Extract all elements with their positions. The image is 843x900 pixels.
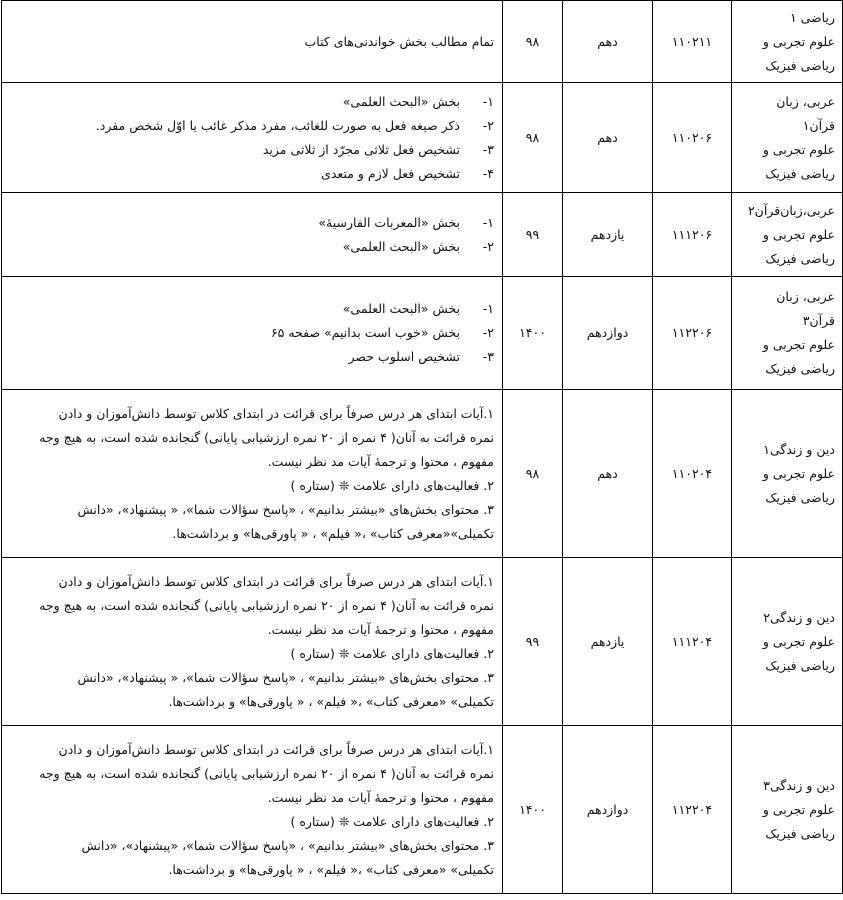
subject-line: علوم تجربی و: [762, 465, 835, 481]
list-item-number: ۴-: [482, 165, 494, 181]
course-code-cell: ۱۱۰۲۰۶: [653, 83, 732, 193]
subject-line: ریاضی فیزیک: [765, 57, 835, 73]
subject-line: ریاضی فیزیک: [765, 361, 835, 376]
list-item-number: ۱-: [482, 214, 494, 230]
excluded-content-cell: [2, 390, 503, 558]
subject-cell: [732, 390, 843, 558]
content-line: مفهوم ، محتوا و ترجمهٔ آیات مد نظر نیست.: [267, 789, 494, 805]
subject-line: عربی،زبان‌قرآن۲: [747, 202, 835, 218]
year-cell: ۹۸: [503, 1, 563, 83]
list-item: [8, 235, 494, 259]
content-line: نمره قرائت به آنان( ۴ نمره از ۲۰ نمره ارزشیابی پایانی) گنجانده شده است، به هیچ وجه: [39, 597, 494, 613]
subject-line: عربی، زبان: [776, 289, 835, 304]
course-code-cell: ۱۱۰۲۱۱: [653, 1, 732, 83]
list-item-number: ۱-: [482, 93, 494, 109]
course-code-cell: ۱۱۲۲۰۴: [653, 726, 732, 894]
year-cell: ۹۹: [503, 193, 563, 277]
content-line: تکمیلی»«معرفی کتاب» ،« فیلم» ، « پاورقی‌ها» و برداشت‌ها.: [172, 525, 494, 541]
content-line: مفهوم ، محتوا و ترجمهٔ آیات مد نظر نیست.: [267, 453, 494, 469]
year-cell: ۹۹: [503, 558, 563, 726]
excluded-content-cell: [2, 83, 503, 193]
list-item-text: بخش «البحث العلمی»: [342, 93, 460, 109]
subject-line: ریاضی ۱: [789, 9, 835, 25]
excluded-content-cell: [2, 277, 503, 390]
grade-cell: دوازدهم: [563, 277, 653, 390]
list-item-text: تشخیص فعل ثلاثی مجرّد از ثلاثی مزید: [262, 141, 460, 157]
subject-cell: [732, 558, 843, 726]
grade-cell: یازدهم: [563, 558, 653, 726]
subject-line: علوم تجربی و: [762, 141, 835, 157]
subject-line: دین و زندگی۲: [763, 609, 835, 625]
subject-line: دین و زندگی۱: [763, 441, 835, 457]
subject-line: علوم تجربی و: [762, 801, 835, 817]
excluded-content-cell: [2, 193, 503, 277]
content-line: ۱.آیات ابتدای هر درس صرفاً برای قرائت در ابتدای کلاس توسط دانش‌آموزان و دادن: [58, 405, 494, 421]
grade-cell: دوازدهم: [563, 726, 653, 894]
list-item-text: تشخیص اسلوب حصر: [348, 349, 460, 364]
subject-line: علوم تجربی و: [762, 337, 835, 352]
subject-cell: [732, 726, 843, 894]
subject-line: قرآن۳: [802, 313, 835, 328]
year-cell: ۹۸: [503, 390, 563, 558]
course-code-cell: ۱۱۰۲۰۴: [653, 390, 732, 558]
list-item-number: ۱-: [482, 301, 494, 316]
list-item: [8, 345, 494, 369]
list-item-number: ۲-: [482, 325, 494, 340]
content-line: تمام مطالب بخش خواندنی‌های کتاب: [304, 33, 494, 49]
content-line: ۳. محتوای بخش‌های «بیشتر بدانیم» ، «پاسخ سؤالات شما»، « پیشنهاد»، «دانش: [77, 501, 494, 517]
grade-cell: دهم: [563, 390, 653, 558]
list-item: [8, 90, 494, 114]
list-item-text: بخش «خوب است بدانیم» صفحه ۶۵: [270, 325, 460, 340]
list-item-text: بخش «البحث العلمی»: [342, 238, 460, 254]
list-item: [8, 114, 494, 138]
list-item-number: ۲-: [482, 238, 494, 254]
table-row: [2, 193, 843, 277]
list-item: [8, 211, 494, 235]
table-row: [2, 726, 843, 894]
content-line: ۲. فعالیت‌های دارای علامت ❊ (ستاره ): [290, 813, 494, 829]
list-item-number: ۳-: [482, 349, 494, 364]
list-item-text: ذکر صیغه فعل به صورت للغائب، مفرد مذکر غائب یا اوّل شخص مفرد.: [95, 117, 460, 133]
content-line: ۲. فعالیت‌های دارای علامت ❊ (ستاره ): [290, 645, 494, 661]
course-code-cell: ۱۱۱۲۰۶: [653, 193, 732, 277]
subject-cell: [732, 1, 843, 83]
table-row: [2, 277, 843, 390]
year-cell: ۱۴۰۰: [503, 726, 563, 894]
content-line: ۱.آیات ابتدای هر درس صرفاً برای قرائت در ابتدای کلاس توسط دانش‌آموزان و دادن: [58, 573, 494, 589]
subject-line: ریاضی فیزیک: [765, 250, 835, 266]
subject-line: ریاضی فیزیک: [765, 165, 835, 181]
content-line: ۱.آیات ابتدای هر درس صرفاً برای قرائت در ابتدای کلاس توسط دانش‌آموزان و دادن: [58, 741, 494, 757]
course-code-cell: ۱۱۱۲۰۴: [653, 558, 732, 726]
list-item: [8, 162, 494, 186]
subject-line: قرآن۱: [802, 117, 835, 133]
subject-line: علوم تجربی و: [762, 226, 835, 242]
table-body: [2, 1, 843, 894]
subject-line: ریاضی فیزیک: [765, 489, 835, 505]
list-item-text: تشخیص فعل لازم و متعدی: [321, 165, 460, 181]
course-code-cell: ۱۱۲۲۰۶: [653, 277, 732, 390]
content-line: تکمیلی» «معرفی کتاب» ،« فیلم» ، « پاورقی‌ها» و برداشت‌ها.: [168, 861, 494, 877]
subject-line: ریاضی فیزیک: [765, 825, 835, 841]
content-line: ۲. فعالیت‌های دارای علامت ❊ (ستاره ): [290, 477, 494, 493]
curriculum-exclusions-table: [1, 0, 843, 894]
table-row: [2, 390, 843, 558]
year-cell: ۱۴۰۰: [503, 277, 563, 390]
excluded-content-cell: [2, 1, 503, 83]
content-line: ۳. محتوای بخش‌های «بیشتر بدانیم» ، «پاسخ سؤالات شما»، «پیشنهاد»، «دانش: [81, 837, 494, 853]
subject-cell: [732, 193, 843, 277]
table-row: [2, 83, 843, 193]
content-line: نمره قرائت به آنان( ۴ نمره از ۲۰ نمره ارزشیابی پایانی) گنجانده شده است، به هیچ وجه: [39, 765, 494, 781]
subject-line: ریاضی فیزیک: [765, 657, 835, 673]
subject-line: عربی، زبان: [776, 93, 835, 109]
list-item: [8, 321, 494, 345]
excluded-content-cell: [2, 726, 503, 894]
content-line: ۳. محتوای بخش‌های «بیشتر بدانیم» ، «پاسخ سؤالات شما»، « پیشنهاد»، «دانش: [77, 669, 494, 685]
subject-line: علوم تجربی و: [762, 33, 835, 49]
list-item: [8, 138, 494, 162]
year-cell: ۹۸: [503, 83, 563, 193]
subject-line: دین و زندگی۳: [763, 777, 835, 793]
grade-cell: یازدهم: [563, 193, 653, 277]
subject-cell: [732, 83, 843, 193]
content-line: تکمیلی» «معرفی کتاب» ،« فیلم» ، « پاورقی‌ها» و برداشت‌ها.: [168, 693, 494, 709]
list-item-number: ۲-: [482, 117, 494, 133]
grade-cell: دهم: [563, 1, 653, 83]
subject-cell: [732, 277, 843, 390]
list-item-text: بخش «المعربات الفارسیهٔ»: [318, 214, 460, 230]
subject-line: علوم تجربی و: [762, 633, 835, 649]
excluded-content-cell: [2, 558, 503, 726]
content-line: مفهوم ، محتوا و ترجمهٔ آیات مد نظر نیست.: [267, 621, 494, 637]
list-item-number: ۳-: [482, 141, 494, 157]
grade-cell: دهم: [563, 83, 653, 193]
list-item: [8, 297, 494, 321]
table-row: [2, 558, 843, 726]
table-row: [2, 1, 843, 83]
list-item-text: بخش «البحث العلمی»: [342, 301, 460, 316]
content-line: نمره قرائت به آنان( ۴ نمره از ۲۰ نمره ارزشیابی پایانی) گنجانده شده است، به هیچ وجه: [39, 429, 494, 445]
